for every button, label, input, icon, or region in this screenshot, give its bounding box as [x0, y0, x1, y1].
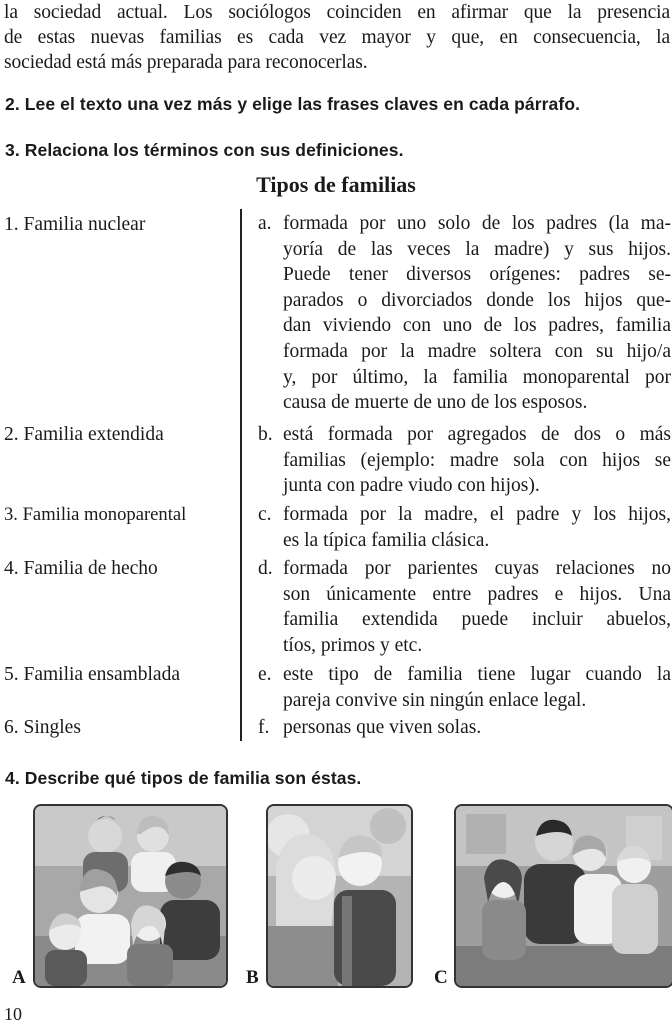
- task-4-heading: 4. Describe qué tipos de familia son éstas.: [5, 768, 362, 788]
- definition-line: está formada por agregados de dos o más: [283, 424, 671, 445]
- intro-line: de estas nuevas familias es cada vez mayor y que, en consecuencia, la: [4, 27, 670, 48]
- definition-line: Puede tener diversos orígenes: padres se-: [283, 264, 671, 286]
- family-photo-c: [454, 804, 672, 988]
- task-3-heading: 3. Relaciona los términos con sus definiciones.: [5, 140, 404, 160]
- definition-line: formada por uno solo de los padres (la ma-: [283, 213, 671, 234]
- term-6: 6. Singles: [4, 717, 81, 738]
- definition-line: tíos, primos y etc.: [283, 634, 423, 656]
- definition-line: dan viviendo con uno de los padres, familia: [283, 315, 671, 337]
- definition-letter: c.: [258, 504, 272, 525]
- definition-line: formada por parientes cuyas relaciones no: [283, 558, 671, 579]
- intro-line: la sociedad actual. Los sociólogos coinciden en afirmar que la presencia: [4, 2, 670, 23]
- column-divider: [240, 209, 242, 741]
- term-5: 5. Familia ensamblada: [4, 664, 180, 685]
- definition-line: personas que viven solas.: [283, 717, 482, 738]
- definition-line: parados o divorciados donde los hijos que-: [283, 289, 671, 311]
- definition-line: es la típica familia clásica.: [283, 529, 490, 551]
- photo-label-c: C: [434, 967, 448, 988]
- term-3: 3. Familia monoparental: [4, 504, 187, 525]
- photo-label-b: B: [246, 967, 259, 988]
- definition-line: junta con padre viudo con hijos).: [283, 475, 540, 497]
- definition-e: [258, 662, 671, 713]
- family-photo-a: [33, 804, 228, 988]
- task-2-heading: 2. Lee el texto una vez más y elige las frases claves en cada párrafo.: [5, 94, 581, 114]
- definition-line: yoría de las veces la madre) y sus hijos.: [283, 238, 671, 260]
- definition-line: y, por último, la familia monoparental por: [283, 366, 671, 388]
- definition-f: [258, 715, 671, 741]
- definition-letter: b.: [258, 424, 273, 445]
- table-title: Tipos de familias: [256, 172, 416, 197]
- photo-label-a: A: [12, 967, 26, 988]
- definition-a: [258, 211, 671, 416]
- definition-line: formada por la madre, el padre y los hijos,: [283, 504, 671, 525]
- term-2: 2. Familia extendida: [4, 424, 164, 445]
- definition-line: familias (ejemplo: madre sola con hijos se: [283, 449, 671, 471]
- family-photo-b-image: [268, 806, 411, 986]
- family-photo-c-image: [456, 806, 672, 986]
- definition-letter: e.: [258, 664, 272, 685]
- definition-line: causa de muerte de uno de los esposos.: [283, 392, 588, 414]
- intro-line: sociedad está más preparada para reconocerlas.: [4, 52, 368, 73]
- definition-b: [258, 422, 671, 499]
- intro-paragraph: [4, 0, 670, 75]
- family-photo-b: [266, 804, 413, 988]
- definition-d: [258, 556, 671, 658]
- definition-c: [258, 502, 671, 553]
- term-4: 4. Familia de hecho: [4, 558, 158, 579]
- definition-letter: a.: [258, 213, 272, 234]
- page-number: 10: [4, 1004, 22, 1024]
- definition-line: formada por la madre soltera con su hijo/a: [283, 340, 671, 362]
- term-1: 1. Familia nuclear: [4, 214, 146, 235]
- definition-line: son únicamente entre padres e hijos. Una: [283, 583, 671, 605]
- definition-line: familia extendida puede incluir abuelos,: [283, 609, 671, 631]
- definition-line: este tipo de familia tiene lugar cuando la: [283, 664, 671, 685]
- definition-letter: f.: [258, 717, 270, 738]
- definition-line: pareja convive sin ningún enlace legal.: [283, 689, 587, 711]
- definition-letter: d.: [258, 558, 273, 579]
- family-photo-a-image: [35, 806, 226, 986]
